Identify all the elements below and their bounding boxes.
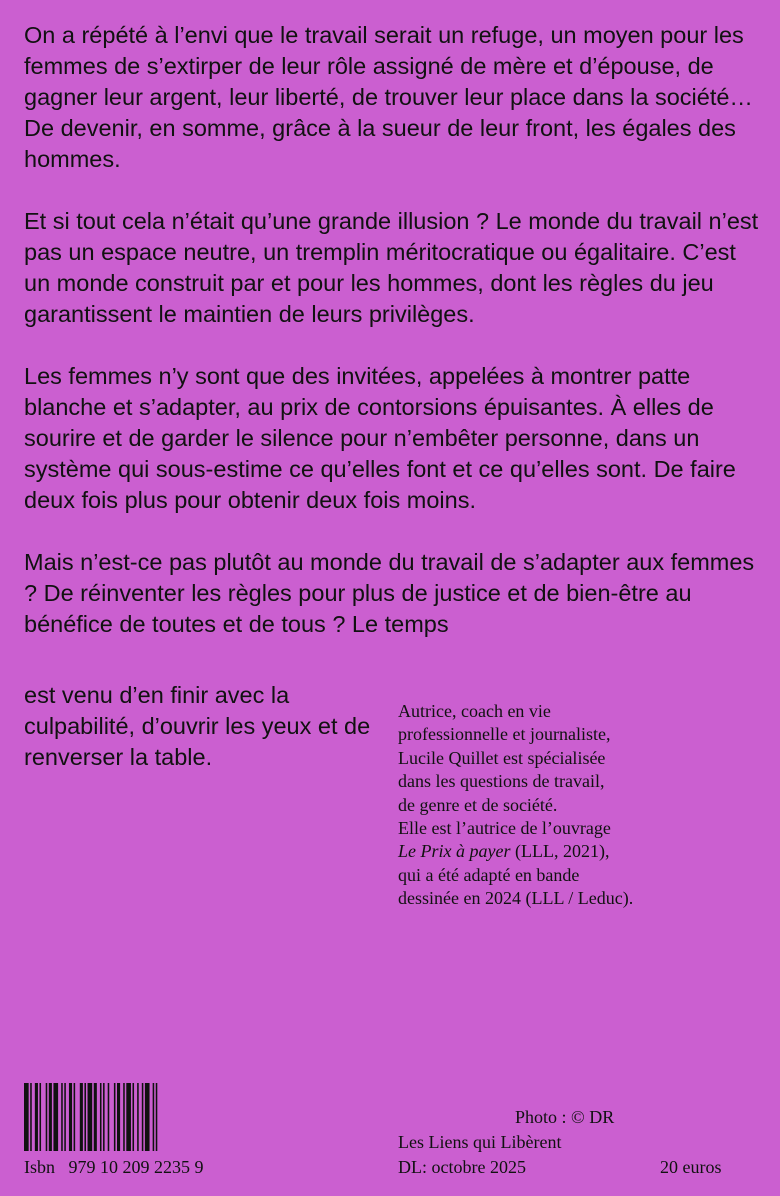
bio-line: Lucile Quillet est spécialisée [398, 747, 606, 768]
paragraph-4-top: Mais n’est-ce pas plutôt au monde du travail de s’adapter aux femmes ? De réinventer les règles pour plus de justice et de bien-être au bénéfice de toutes et de tous ? Le temps [24, 549, 755, 637]
bio-line: Autrice, coach en vie [398, 701, 551, 721]
isbn-number: Isbn 979 10 209 2235 9 [24, 1157, 204, 1177]
barcode [24, 1083, 250, 1151]
price: 20 euros [660, 1157, 722, 1177]
bio-line: dessinée en 2024 (LLL / Leduc). [398, 888, 634, 909]
bio-line: de genre et de société. [398, 794, 558, 815]
bio-line: Elle est l’autrice de l’ouvrage [398, 818, 611, 839]
bio-line-book [398, 840, 758, 863]
author-bio [398, 700, 758, 911]
photo-credit: Photo : © DR [515, 1107, 615, 1127]
publisher-name: Les Liens qui Libèrent [398, 1132, 562, 1152]
legal-deposit: DL: octobre 2025 [398, 1157, 526, 1177]
paragraph-4-rest: est venu d’en finir avec la culpabilité, d’ouvrir les yeux et de renverser la table. [24, 682, 371, 770]
bio-line: qui a été adapté en bande [398, 864, 580, 885]
paragraph-2: Et si tout cela n’était qu’une grande illusion ? Le monde du travail n’est pas un espace neutre, un tremplin méritocratique ou égalitaire. C’est un monde construit par et pour les hommes, dont les règles du jeu garantissent le maintien de leurs privilèges. [24, 208, 759, 327]
paragraph-3: Les femmes n’y sont que des invitées, appelées à montrer patte blanche et s’adapter, au prix de contorsions épuisantes. À elles de sourire et de garder le silence pour n’embêter personne, dans un système qui sous-estime ce qu’elles font et ce qu’elles sont. De faire deux fois plus pour obtenir deux fois moins. [24, 363, 736, 513]
bio-line: professionnelle et journaliste, [398, 724, 611, 745]
book-title: Le Prix à payer [398, 841, 511, 862]
book-ref: (LLL, 2021), [510, 841, 610, 862]
bio-line: dans les questions de travail, [398, 771, 605, 792]
paragraph-1: On a répété à l’envi que le travail serait un refuge, un moyen pour les femmes de s’extirper de leur rôle assigné de mère et d’épouse, de gagner leur argent, leur liberté, de trouver leur place dans la société… De devenir, en somme, grâce à la sueur de leur front, les égales des hommes. [24, 22, 753, 172]
back-cover-text [24, 20, 760, 640]
